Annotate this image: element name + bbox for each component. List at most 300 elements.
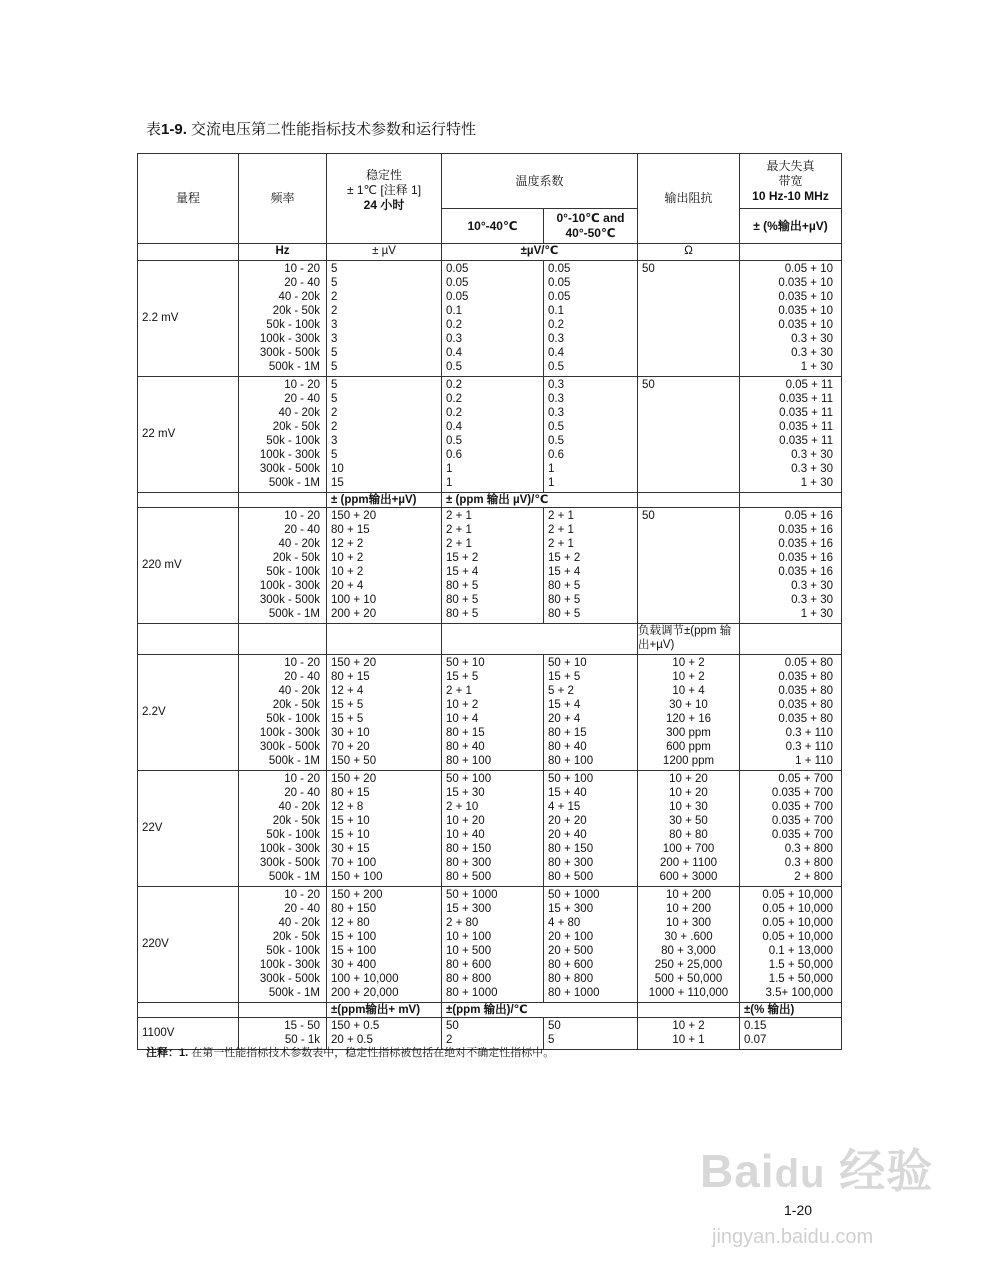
bandwidth-range: 10 Hz-10 MHz: [752, 188, 829, 203]
impedance-cell-line: 600 + 3000: [659, 871, 718, 883]
impedance-cell-line: 10 + 30: [669, 801, 708, 813]
impedance-cell-line: [642, 392, 735, 406]
stability-label: 稳定性: [365, 168, 402, 182]
range-block: [138, 508, 842, 624]
distortion-cell-line: 0.3 + 110: [785, 741, 833, 753]
range-label: 22 mV: [138, 377, 239, 493]
impedance-cell-line: [642, 607, 735, 621]
tempco-b-cell-line: 50 + 100: [548, 773, 594, 785]
frequency-cell: [239, 771, 327, 887]
tempco-b-cell-line: 0.5: [548, 361, 564, 373]
distortion-cell-line: 0.035 + 16: [778, 552, 833, 564]
tempco-a-cell-line: 0.05: [446, 291, 469, 303]
distortion-cell-line: 0.3 + 30: [791, 463, 833, 475]
tempco-b-cell-line: 15 + 300: [548, 903, 594, 915]
distortion-cell: [740, 655, 842, 771]
frequency-cell-line: 20 - 40: [284, 903, 320, 915]
distortion-cell-line: 0.035 + 700: [771, 787, 833, 799]
stability-cell-line: 10 + 2: [331, 566, 364, 578]
tempco-b-cell-line: 4 + 80: [548, 917, 581, 929]
tempco-b-cell-line: 20 + 40: [548, 829, 587, 841]
impedance-cell: [638, 655, 740, 771]
distortion-cell-line: 0.035 + 700: [771, 815, 833, 827]
frequency-cell-line: 50 - 1k: [284, 1034, 320, 1046]
distortion-cell-line: 0.3 + 30: [791, 594, 833, 606]
stability-cell-line: 200 + 20: [331, 608, 377, 620]
stability-cell-line: 30 + 15: [331, 843, 370, 855]
frequency-cell-line: 20 - 40: [284, 524, 320, 536]
header-tempco-a: 10°-40℃: [442, 209, 544, 244]
range-label: 220 mV: [138, 508, 239, 624]
tempco-b-cell-line: 20 + 4: [548, 713, 581, 725]
stability-cell-line: 80 + 150: [331, 903, 377, 915]
stability-cell-line: 5: [331, 263, 338, 275]
frequency-cell-line: 500k - 1M: [268, 987, 320, 999]
tempco-a-cell-line: 10 + 20: [446, 815, 485, 827]
distortion-cell-line: 1.5 + 50,000: [768, 973, 833, 985]
tempco-a-cell-line: 1: [446, 477, 453, 489]
tempco-a-cell-line: 10 + 100: [446, 931, 492, 943]
impedance-cell-line: 250 + 25,000: [654, 959, 723, 971]
tempco-a-cell-line: 80 + 800: [446, 973, 492, 985]
distortion-cell-line: 0.035 + 11: [779, 407, 833, 419]
distortion-cell: [740, 377, 842, 493]
distortion-cell-line: 2 + 800: [794, 871, 833, 883]
frequency-cell-line: 10 - 20: [284, 263, 320, 275]
distortion-cell-line: 0.05 + 10: [784, 263, 833, 275]
impedance-cell: [638, 377, 740, 493]
impedance-cell-line: 1200 ppm: [662, 755, 715, 767]
stability-cell-line: 70 + 100: [331, 857, 377, 869]
stability-cell-line: 10 + 2: [331, 552, 364, 564]
distortion-cell-line: 0.035 + 700: [771, 829, 833, 841]
tempco-a-cell-line: 80 + 40: [446, 741, 485, 753]
distortion-cell-line: 1 + 30: [800, 361, 833, 373]
distortion-cell-line: 0.3 + 30: [791, 333, 833, 345]
stability-cell-line: 3: [331, 333, 338, 345]
tempco-b-cell-line: 80 + 5: [548, 580, 581, 592]
impedance-cell-line: 600 ppm: [666, 741, 711, 753]
unit-tempco: ± (ppm 输出 µV)/℃: [442, 493, 638, 508]
unit-impedance: Ω: [638, 244, 740, 261]
unit-frequency: [239, 493, 327, 508]
tempco-b-cell-line: 50: [548, 1020, 561, 1032]
tempco-b-cell-line: 0.1: [548, 305, 564, 317]
impedance-cell-line: 10 + 2: [672, 671, 705, 683]
tempco-b-cell-line: 20 + 500: [548, 945, 594, 957]
impedance-cell-line: [642, 406, 735, 420]
tempco-a-cell-line: 15 + 30: [446, 787, 485, 799]
stability-cell-line: 5: [331, 449, 338, 461]
watermark-logo: Baidu 经验: [700, 1145, 934, 1197]
tempco-a-cell-line: 0.4: [446, 421, 462, 433]
impedance-cell-line: [642, 565, 735, 579]
tempco-b-cell-line: 50 + 10: [548, 657, 587, 669]
stability-cell-line: 200 + 20,000: [331, 987, 399, 999]
tempco-b-cell-line: 80 + 150: [548, 843, 594, 855]
frequency-cell-line: 300k - 500k: [259, 347, 320, 359]
tempco-a-cell-line: 0.6: [446, 449, 462, 461]
stability-cell-line: 150 + 20: [331, 773, 377, 785]
tempco-a-cell-line: 0.5: [446, 435, 462, 447]
tempco-a-cell: [442, 887, 544, 1003]
frequency-cell-line: 40 - 20k: [278, 917, 320, 929]
impedance-cell-line: 500 + 50,000: [654, 973, 723, 985]
range-block: [138, 771, 842, 887]
impedance-cell-line: [642, 448, 735, 462]
frequency-cell-line: 40 - 20k: [278, 801, 320, 813]
header-distortion: [740, 154, 842, 209]
tempco-b-cell-line: 5 + 2: [548, 685, 574, 697]
page-number: 1-20: [784, 1202, 813, 1218]
distortion-cell-line: 1 + 30: [800, 608, 833, 620]
stability-cell-line: 5: [331, 347, 338, 359]
tempco-a-cell-line: 10 + 40: [446, 829, 485, 841]
stability-cell-line: 12 + 4: [331, 685, 364, 697]
stability-cell-line: 100 + 10,000: [331, 973, 399, 985]
impedance-cell-line: 50: [642, 263, 655, 275]
header-stability: [327, 154, 442, 244]
note-label: 注释：: [146, 1047, 179, 1059]
impedance-cell: [638, 771, 740, 887]
stability-cell: [327, 655, 442, 771]
header-distortion-unit: ± (%输出+µV): [740, 209, 842, 244]
frequency-cell: [239, 887, 327, 1003]
tempco-b-cell-line: 2 + 1: [548, 510, 574, 522]
stability-condition: ± 1℃ [注释 1]: [346, 183, 422, 197]
distortion-cell: [740, 508, 842, 624]
tempco-a-cell-line: 10 + 500: [446, 945, 492, 957]
tempco-a-cell-line: 15 + 5: [446, 671, 479, 683]
stability-cell-line: 150 + 20: [331, 510, 377, 522]
tempco-a-cell-line: 2 + 10: [446, 801, 479, 813]
tempco-a-cell-line: 2 + 1: [446, 538, 472, 550]
tempco-b-cell-line: 80 + 500: [548, 871, 594, 883]
tempco-a-cell-line: 50 + 10: [446, 657, 485, 669]
distortion-cell-line: 0.035 + 16: [778, 538, 833, 550]
frequency-cell-line: 500k - 1M: [268, 608, 320, 620]
stability-cell-line: 3: [331, 435, 338, 447]
stability-cell-line: 5: [331, 393, 338, 405]
header-tempco: 温度系数: [442, 154, 638, 209]
stability-cell-line: 150 + 50: [331, 755, 377, 767]
table-title: [146, 118, 476, 139]
unit-distortion: [740, 624, 842, 655]
tempco-a-cell-line: 0.4: [446, 347, 462, 359]
tempco-a-cell-line: 0.5: [446, 361, 462, 373]
tempco-a-cell-line: 80 + 500: [446, 871, 492, 883]
distortion-label: 最大失真: [766, 158, 815, 173]
unit-row: [138, 624, 842, 655]
distortion-cell-line: 1 + 30: [800, 477, 833, 489]
stability-cell-line: 30 + 10: [331, 727, 370, 739]
tempco-a-cell-line: 80 + 300: [446, 857, 492, 869]
distortion-cell-line: 0.05 + 80: [784, 657, 833, 669]
tempco-b-cell-line: 80 + 800: [548, 973, 594, 985]
stability-cell-line: 5: [331, 379, 338, 391]
frequency-cell-line: 20k - 50k: [272, 699, 320, 711]
distortion-cell-line: 0.035 + 10: [778, 277, 833, 289]
distortion-cell-line: 0.035 + 80: [778, 685, 833, 697]
unit-stability: ± (ppm输出+µV): [327, 493, 442, 508]
tempco-b-cell-line: 0.3: [548, 407, 564, 419]
impedance-cell-line: [642, 551, 735, 565]
stability-cell-line: 80 + 15: [331, 787, 370, 799]
frequency-cell-line: 20k - 50k: [272, 305, 320, 317]
tempco-b-cell-line: 0.05: [548, 291, 571, 303]
impedance-cell-line: 200 + 1100: [659, 857, 718, 869]
distortion-cell-line: 0.3 + 30: [791, 347, 833, 359]
stability-cell: [327, 887, 442, 1003]
unit-distortion: [740, 493, 842, 508]
impedance-cell-line: 30 + 10: [669, 699, 708, 711]
frequency-cell-line: 500k - 1M: [268, 477, 320, 489]
tempco-a-cell-line: 2 + 1: [446, 685, 472, 697]
distortion-cell-line: 1 + 110: [795, 755, 833, 767]
tempco-a-cell-line: 2 + 1: [446, 524, 472, 536]
distortion-cell-line: 0.3 + 30: [791, 580, 833, 592]
impedance-cell-line: 10 + 200: [665, 903, 712, 915]
tempco-a-cell-line: 80 + 1000: [446, 987, 498, 999]
impedance-cell-line: [642, 332, 735, 346]
tempco-b-cell-line: 4 + 15: [548, 801, 581, 813]
stability-cell-line: 12 + 2: [331, 538, 364, 550]
frequency-cell-line: 20 - 40: [284, 671, 320, 683]
stability-cell-line: 100 + 10: [331, 594, 377, 606]
stability-cell-line: 70 + 20: [331, 741, 370, 753]
tempco-b-cell-line: 80 + 15: [548, 727, 587, 739]
range-block: [138, 261, 842, 377]
stability-cell-line: 20 + 0.5: [331, 1034, 373, 1046]
impedance-cell-line: [642, 304, 735, 318]
frequency-cell-line: 40 - 20k: [278, 407, 320, 419]
tempco-b-cell-line: 0.6: [548, 449, 564, 461]
title-text: 交流电压第二性能指标技术参数和运行特性: [191, 121, 477, 138]
tempco-a-cell-line: 15 + 2: [446, 552, 479, 564]
tempco-a-cell-line: 0.05: [446, 263, 469, 275]
unit-impedance: [638, 1003, 740, 1018]
header-range: 量程: [138, 154, 239, 244]
frequency-cell-line: 100k - 300k: [259, 843, 320, 855]
distortion-cell-line: 0.035 + 80: [778, 713, 833, 725]
distortion-cell-line: 0.15: [744, 1020, 767, 1032]
frequency-cell-line: 50k - 100k: [266, 435, 320, 447]
tempco-a-cell-line: 80 + 5: [446, 594, 479, 606]
impedance-cell: [638, 508, 740, 624]
range-label: 22V: [138, 771, 239, 887]
tempco-a-cell-line: 80 + 5: [446, 608, 479, 620]
impedance-cell-line: [642, 523, 735, 537]
stability-cell-line: 20 + 4: [331, 580, 364, 592]
stability-cell-line: 2: [331, 407, 338, 419]
tempco-a-cell-line: 10 + 2: [446, 699, 479, 711]
impedance-cell-line: 10 + 20: [669, 787, 708, 799]
tempco-b-cell-line: 80 + 5: [548, 608, 581, 620]
unit-tempco: ±(ppm 输出)/℃: [442, 1003, 638, 1018]
frequency-cell-line: 50k - 100k: [266, 566, 320, 578]
frequency-cell-line: 50k - 100k: [266, 945, 320, 957]
tempco-b-cell-line: 0.2: [548, 319, 564, 331]
frequency-cell-line: 300k - 500k: [259, 741, 320, 753]
tempco-b-cell-line: 0.5: [548, 421, 564, 433]
watermark-url: jingyan.baidu.com: [712, 1226, 874, 1248]
bandwidth-label: 带宽: [778, 173, 803, 188]
tempco-a-cell-line: 10 + 4: [446, 713, 479, 725]
impedance-cell-line: [642, 476, 735, 490]
frequency-cell: [239, 261, 327, 377]
tempco-b-cell-line: 0.05: [548, 263, 571, 275]
tempco-a-cell-line: 0.2: [446, 393, 462, 405]
stability-cell-line: 30 + 400: [331, 959, 377, 971]
stability-cell-line: 150 + 20: [331, 657, 377, 669]
frequency-cell: [239, 377, 327, 493]
tempco-b-cell-line: 20 + 100: [548, 931, 594, 943]
unit-impedance: [638, 493, 740, 508]
frequency-cell-line: 20 - 40: [284, 393, 320, 405]
unit-row: [138, 1003, 842, 1018]
tempco-b-cell: [544, 261, 638, 377]
tempco-a-cell: [442, 508, 544, 624]
tempco-b-cell: [544, 771, 638, 887]
header-tempco-b: 0°-10℃ and 40°-50℃: [544, 209, 638, 244]
frequency-cell-line: 40 - 20k: [278, 685, 320, 697]
frequency-cell-line: 50k - 100k: [266, 319, 320, 331]
distortion-cell-line: 0.035 + 16: [778, 566, 833, 578]
tempco-b-cell-line: 0.4: [548, 347, 564, 359]
frequency-cell-line: 20k - 50k: [272, 421, 320, 433]
tempco-b-cell-line: 1: [548, 463, 555, 475]
stability-cell-line: 15 + 100: [331, 931, 377, 943]
impedance-cell-line: [642, 346, 735, 360]
distortion-cell-line: 0.05 + 700: [778, 773, 833, 785]
unit-tempco: ±µV/℃: [442, 244, 638, 261]
stability-cell: [327, 377, 442, 493]
impedance-cell-line: 80 + 80: [669, 829, 708, 841]
tempco-b-cell-line: 15 + 4: [548, 566, 581, 578]
impedance-cell-line: [642, 537, 735, 551]
unit-row: [138, 493, 842, 508]
tempco-b-cell-line: 5: [548, 1034, 555, 1046]
tempco-b-cell: [544, 1018, 638, 1050]
unit-tempco: [442, 624, 638, 655]
stability-cell-line: 5: [331, 361, 338, 373]
unit-impedance: 负载调节±(ppm 输出+µV): [638, 624, 740, 655]
impedance-cell-line: [642, 290, 735, 304]
stability-cell-line: 5: [331, 277, 338, 289]
frequency-cell-line: 10 - 20: [284, 657, 320, 669]
distortion-cell-line: 0.3 + 30: [791, 449, 833, 461]
note-text: 在第一性能指标技术参数表中，稳定性指标被包括在绝对不确定性指标中。: [191, 1047, 555, 1059]
frequency-cell-line: 20k - 50k: [272, 552, 320, 564]
tempco-a-cell-line: 50 + 1000: [446, 889, 498, 901]
distortion-cell-line: 0.035 + 11: [779, 435, 833, 447]
distortion-cell-line: 3.5+ 100,000: [765, 987, 833, 999]
unit-range: [138, 244, 239, 261]
distortion-cell: [740, 771, 842, 887]
title-number: 1-9.: [161, 121, 187, 138]
tempco-a-cell-line: 0.2: [446, 407, 462, 419]
distortion-cell: [740, 887, 842, 1003]
frequency-cell-line: 10 - 20: [284, 379, 320, 391]
frequency-cell-line: 100k - 300k: [259, 449, 320, 461]
distortion-cell-line: 0.035 + 80: [778, 671, 833, 683]
impedance-cell: [638, 261, 740, 377]
impedance-cell-line: 10 + 200: [665, 889, 712, 901]
frequency-cell-line: 100k - 300k: [259, 333, 320, 345]
distortion-cell: [740, 261, 842, 377]
distortion-cell-line: 0.07: [744, 1034, 767, 1046]
stability-cell-line: 15: [331, 477, 344, 489]
frequency-cell-line: 300k - 500k: [259, 857, 320, 869]
tempco-b-cell-line: 0.3: [548, 333, 564, 345]
unit-stability: ±(ppm输出+ mV): [327, 1003, 442, 1018]
impedance-cell-line: [642, 462, 735, 476]
tempco-b-cell-line: 80 + 300: [548, 857, 594, 869]
frequency-cell-line: 100k - 300k: [259, 580, 320, 592]
range-block: [138, 377, 842, 493]
tempco-b-cell-line: 80 + 40: [548, 741, 587, 753]
distortion-cell-line: 0.05 + 10,000: [762, 917, 833, 929]
unit-frequency: [239, 624, 327, 655]
impedance-cell-line: 10 + 2: [672, 1020, 705, 1032]
impedance-cell-line: 10 + 20: [669, 773, 708, 785]
tempco-a-cell-line: 80 + 600: [446, 959, 492, 971]
tempco-b-cell-line: 15 + 4: [548, 699, 581, 711]
frequency-cell-line: 500k - 1M: [268, 755, 320, 767]
unit-stability: [327, 624, 442, 655]
stability-cell-line: 15 + 100: [331, 945, 377, 957]
impedance-cell: [638, 1018, 740, 1050]
tempco-b-cell: [544, 887, 638, 1003]
unit-stability: ± µV: [327, 244, 442, 261]
stability-cell-line: 2: [331, 305, 338, 317]
tempco-a-cell-line: 0.2: [446, 319, 462, 331]
distortion-cell: [740, 1018, 842, 1050]
tempco-a-cell-line: 80 + 150: [446, 843, 492, 855]
impedance-cell-line: [642, 579, 735, 593]
range-label: 2.2 mV: [138, 261, 239, 377]
tempco-a-cell-line: 50: [446, 1020, 459, 1032]
tempco-b-cell-line: 80 + 100: [548, 755, 594, 767]
stability-cell-line: 150 + 0.5: [331, 1020, 380, 1032]
frequency-cell-line: 10 - 20: [284, 889, 320, 901]
stability-cell-line: 150 + 200: [331, 889, 383, 901]
tempco-b-cell-line: 80 + 1000: [548, 987, 600, 999]
distortion-cell-line: 0.1 + 13,000: [768, 945, 833, 957]
tempco-a-cell-line: 2: [446, 1034, 453, 1046]
stability-cell-line: 12 + 80: [331, 917, 370, 929]
distortion-cell-line: 0.3 + 800: [784, 857, 833, 869]
tempco-a-cell: [442, 377, 544, 493]
tempco-a-cell-line: 80 + 15: [446, 727, 485, 739]
stability-cell-line: 15 + 5: [331, 713, 364, 725]
tempco-a-cell-line: 0.2: [446, 379, 462, 391]
frequency-cell-line: 500k - 1M: [268, 871, 320, 883]
impedance-cell-line: 50: [642, 510, 655, 522]
distortion-cell-line: 0.3 + 800: [784, 843, 833, 855]
frequency-cell-line: 40 - 20k: [278, 291, 320, 303]
tempco-b-cell-line: 15 + 5: [548, 671, 581, 683]
frequency-cell-line: 10 - 20: [284, 510, 320, 522]
frequency-cell-line: 20k - 50k: [272, 931, 320, 943]
unit-frequency: [239, 1003, 327, 1018]
header-frequency: 频率: [239, 154, 327, 244]
impedance-cell-line: [642, 420, 735, 434]
tempco-a-cell-line: 0.05: [446, 277, 469, 289]
impedance-cell-line: 80 + 3,000: [661, 945, 716, 957]
unit-distortion: [740, 244, 842, 261]
impedance-cell-line: 30 + .600: [664, 931, 713, 943]
